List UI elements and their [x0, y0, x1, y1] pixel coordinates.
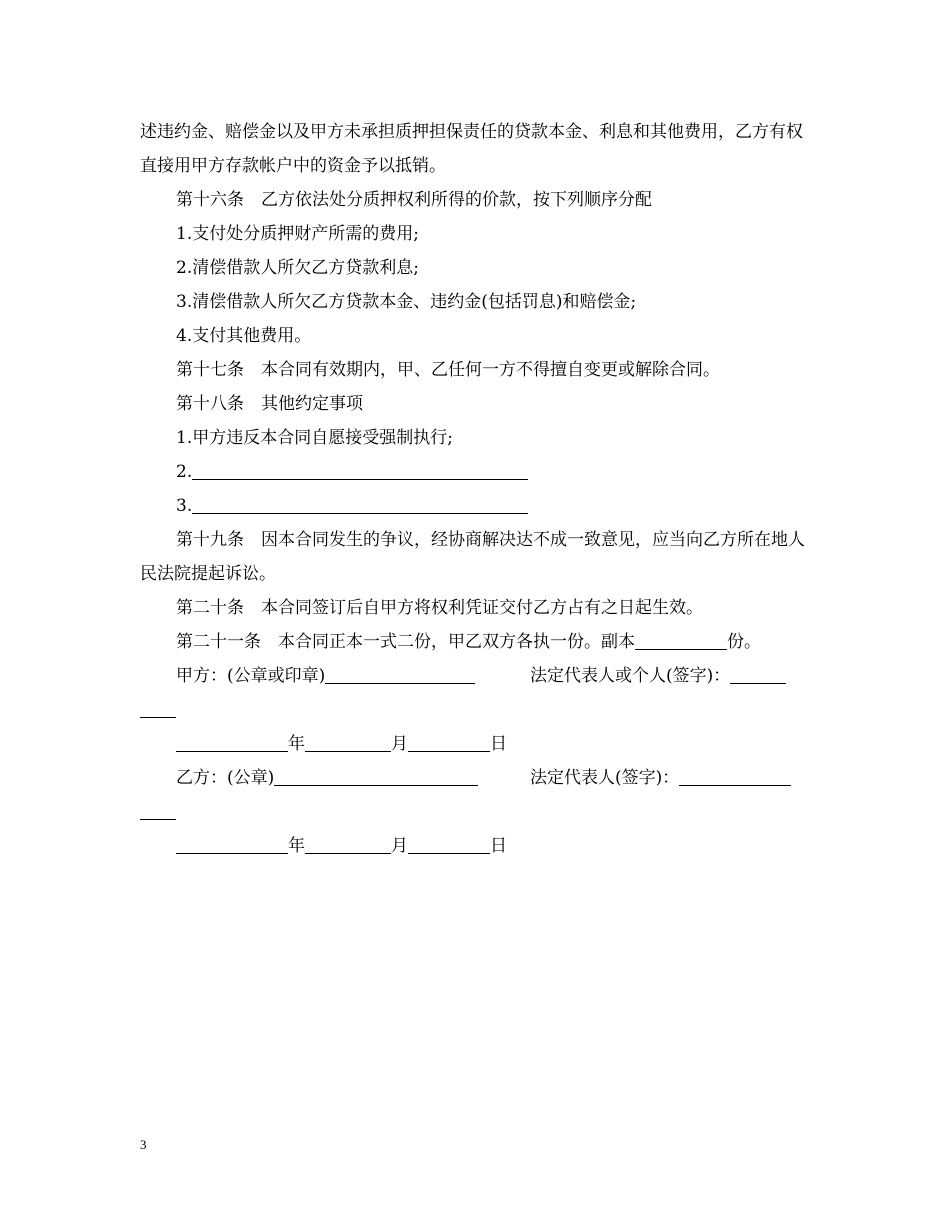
party-b-date — [140, 829, 812, 863]
article-19: 第十九条 因本合同发生的争议，经协商解决达不成一致意见，应当向乙方所在地人民法院提起诉讼。 — [140, 530, 805, 584]
article-18-item-3-blank — [192, 493, 528, 514]
party-b-rep-blank — [679, 765, 791, 786]
party-a-seal-blank — [325, 663, 475, 684]
article-16-item-1: 1.支付处分质押财产所需的费用; — [176, 224, 419, 244]
article-21-text: 第二十一条 本合同正本一式二份，甲乙双方各执一份。副本 — [176, 632, 635, 652]
article-20: 第二十条 本合同签订后自甲方将权利凭证交付乙方占有之日起生效。 — [176, 598, 703, 618]
party-a-date — [140, 727, 812, 761]
copies-blank — [635, 629, 727, 650]
day-blank — [408, 731, 490, 752]
month-label: 月 — [391, 836, 408, 856]
party-a-signature-row — [140, 659, 812, 693]
party-b-label: 乙方：(公章) — [176, 768, 275, 788]
article-18-item-1: 1.甲方违反本合同自愿接受强制执行; — [176, 428, 453, 448]
party-a-rep-label: 法定代表人或个人(签字)： — [530, 666, 731, 686]
article-18-item-2-blank — [192, 459, 528, 480]
page-number: 3 — [140, 1137, 147, 1152]
party-a-label: 甲方：(公章或印章) — [176, 666, 326, 686]
party-a-representative — [530, 659, 786, 693]
day-label: 日 — [490, 836, 507, 856]
party-b-signature-row — [140, 761, 812, 795]
month-label: 月 — [391, 734, 408, 754]
article-16-item-2: 2.清偿借款人所欠乙方贷款利息; — [176, 258, 419, 278]
article-17: 第十七条 本合同有效期内，甲、乙任何一方不得擅自变更或解除合同。 — [176, 360, 720, 380]
month-blank — [305, 833, 391, 854]
article-18-item-2 — [140, 455, 812, 489]
article-18-item-3 — [140, 489, 812, 523]
article-18-item-3-number: 3. — [176, 496, 193, 516]
year-label: 年 — [288, 836, 305, 856]
article-18: 第十八条 其他约定事项 — [176, 394, 363, 414]
day-blank — [408, 833, 490, 854]
article-21-suffix: 份。 — [727, 632, 761, 652]
party-a-rep-blank-continued — [140, 693, 812, 727]
article-18-item-2-number: 2. — [176, 462, 193, 482]
article-16-item-3: 3.清偿借款人所欠乙方贷款本金、违约金(包括罚息)和赔偿金; — [176, 292, 637, 312]
year-blank — [176, 833, 288, 854]
party-b-rep-blank-continued — [140, 795, 812, 829]
party-a-seal — [176, 659, 475, 693]
day-label: 日 — [490, 734, 507, 754]
year-blank — [176, 731, 288, 752]
month-blank — [305, 731, 391, 752]
year-label: 年 — [288, 734, 305, 754]
party-b-seal — [176, 761, 478, 795]
article-16: 第十六条 乙方依法处分质押权利所得的价款，按下列顺序分配 — [176, 190, 652, 210]
paragraph-continuation: 述违约金、赔偿金以及甲方未承担质押担保责任的贷款本金、利息和其他费用，乙方有权直接用甲方存款帐户中的资金予以抵销。 — [140, 122, 803, 176]
party-a-rep-blank — [730, 663, 786, 684]
contract-body — [140, 115, 812, 863]
party-b-rep-label: 法定代表人(签字)： — [530, 768, 680, 788]
party-b-representative — [530, 761, 791, 795]
article-16-item-4: 4.支付其他费用。 — [176, 326, 312, 346]
article-21 — [140, 625, 812, 659]
party-b-seal-blank — [274, 765, 478, 786]
